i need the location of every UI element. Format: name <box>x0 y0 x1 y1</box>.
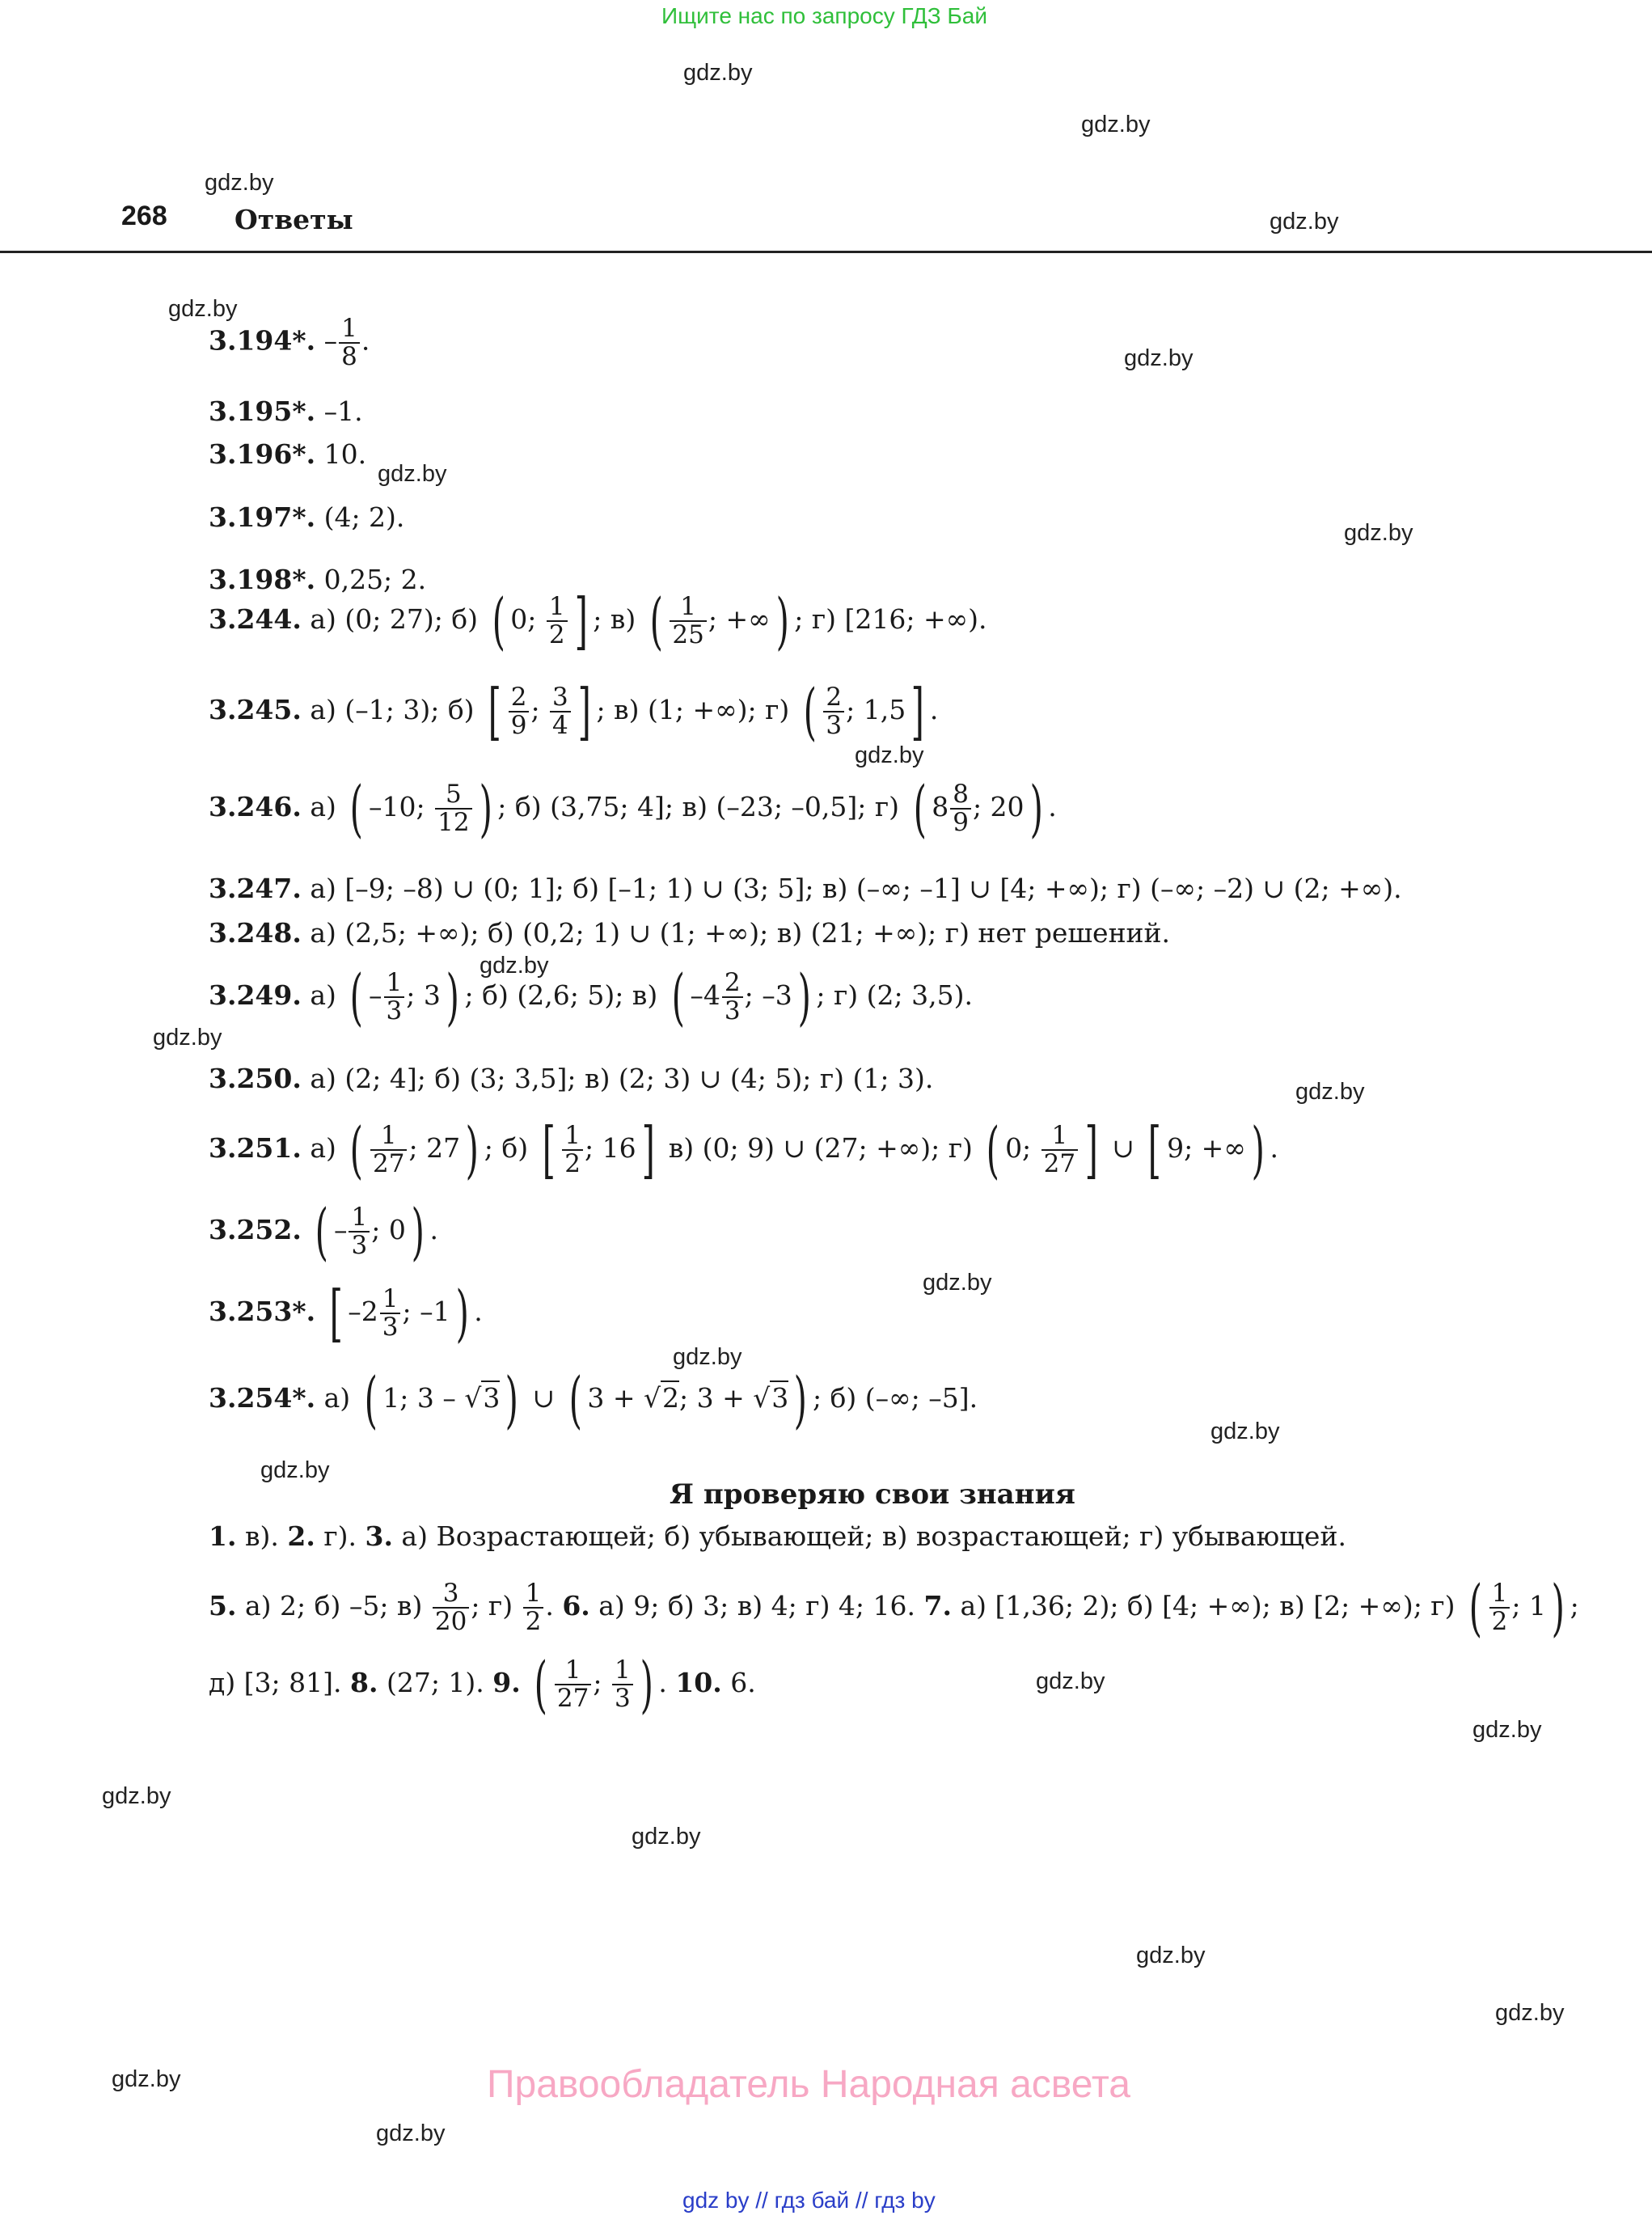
watermark: gdz.by <box>1495 2000 1565 2026</box>
answer-3-197: 3.197*. (4; 2). <box>209 501 405 533</box>
watermark: gdz.by <box>480 953 549 979</box>
watermark: gdz.by <box>673 1344 742 1370</box>
section-line-1: 1. в). 2. г). 3. а) Возрастающей; б) убывающей; в) возрастающей; г) убывающей. <box>209 1520 1346 1552</box>
watermark: gdz.by <box>153 1025 222 1051</box>
answer-3-195: 3.195*. –1. <box>209 395 363 427</box>
section-line-2: 5. а) 2; б) –5; в) $\frac{3}{20}$ ; г) $\frac{1}{2}$ . 6. а) 9; б) 3; в) 4; г) 4; 16. 7. а) [1,36; 2); б) [4; +∞); в) [2; +∞); г) ( $\frac{1}{2}$ ; 1) ; <box>209 1571 1579 1643</box>
watermark: gdz.by <box>112 2066 181 2092</box>
watermark: gdz.by <box>1270 209 1339 235</box>
answer-3-254: 3.254*. а) ( 1; 3 – √3) ∪ ( 3 + √2; 3 + √3) ; б) (–∞; –5]. <box>209 1364 978 1435</box>
answer-3-250: 3.250. а) (2; 4]; б) (3; 3,5]; в) (2; 3) ∪ (4; 5); г) (1; 3). <box>209 1063 934 1094</box>
watermark: gdz.by <box>168 296 238 322</box>
answer-3-252: 3.252. ( – $\frac{1}{3}$ ; 0) . <box>209 1195 438 1267</box>
answer-3-246: 3.246. а) ( –10; $\frac{5}{12}$ ) ; б) (3,75; 4]; в) (–23; –0,5]; г) ( 8 $\frac{8}{9}$ ; 20) . <box>209 772 1057 844</box>
footer-links[interactable]: gdz by // гдз бай // гдз by <box>682 2188 936 2213</box>
watermark: gdz.by <box>1136 1943 1206 1968</box>
watermark: gdz.by <box>1210 1419 1280 1444</box>
watermark: gdz.by <box>1081 112 1151 137</box>
copyright-notice: Правообладатель Народная асвета <box>487 2063 1130 2106</box>
watermark: gdz.by <box>1124 345 1194 371</box>
header-rule <box>0 251 1652 253</box>
watermark: gdz.by <box>1295 1079 1365 1105</box>
search-banner-link[interactable]: Ищите нас по запросу ГДЗ Бай <box>661 3 988 28</box>
watermark: gdz.by <box>260 1457 330 1483</box>
answer-3-249: 3.249. а) ( – $\frac{1}{3}$ ; 3) ; б) (2,6; 5); в) ( –4 $\frac{2}{3}$ ; –3) ; г) (2; 3,5). <box>209 961 973 1033</box>
watermark: gdz.by <box>102 1783 171 1809</box>
answer-3-196: 3.196*. 10. <box>209 438 367 470</box>
answer-3-194: 3.194*. – $\frac{1}{8}$ . <box>209 314 370 371</box>
answer-3-251: 3.251. а) ( $\frac{1}{27}$ ; 27) ; б) [ $\frac{1}{2}$ ; 16] в) (0; 9) ∪ (27; +∞); г) ( 0; $\frac{1}{27}$ ] ∪ [ 9; +∞) . <box>209 1114 1278 1186</box>
watermark: gdz.by <box>923 1270 992 1296</box>
answer-3-244: 3.244. а) (0; 27); б) ( 0; $\frac{1}{2}$ ] ; в) ( $\frac{1}{25}$ ; +∞) ; г) [216; +∞). <box>209 585 987 657</box>
page-number: 268 <box>121 201 167 231</box>
watermark: gdz.by <box>855 742 924 768</box>
answer-3-253: 3.253*. [ –2 $\frac{1}{3}$ ; –1) . <box>209 1277 483 1349</box>
watermark: gdz.by <box>683 60 753 86</box>
page-header-title: Ответы <box>234 204 353 235</box>
watermark: gdz.by <box>632 1824 701 1850</box>
section-line-3: д) [3; 81]. 8. (27; 1). 9. ( $\frac{1}{27}$ ; $\frac{1}{3}$ ) . 10. 6. <box>209 1648 756 1720</box>
watermark: gdz.by <box>1472 1717 1542 1743</box>
answer-3-247: 3.247. а) [–9; –8) ∪ (0; 1]; б) [–1; 1) ∪ (3; 5]; в) (–∞; –1] ∪ [4; +∞); г) (–∞; –2) ∪ (2; +∞). <box>209 873 1402 904</box>
watermark: gdz.by <box>1036 1668 1105 1694</box>
answer-3-245: 3.245. а) (–1; 3); б) [ $\frac{2}{9}$ ; $\frac{3}{4}$ ] ; в) (1; +∞); г) ( $\frac{2}{3}$ ; 1,5] . <box>209 675 939 747</box>
section-title: Я проверяю свои знания <box>670 1478 1075 1511</box>
watermark: gdz.by <box>1344 520 1413 546</box>
watermark: gdz.by <box>378 461 447 487</box>
watermark: gdz.by <box>205 170 274 196</box>
answer-3-248: 3.248. а) (2,5; +∞); б) (0,2; 1) ∪ (1; +∞); в) (21; +∞); г) нет решений. <box>209 917 1171 949</box>
watermark: gdz.by <box>376 2120 446 2146</box>
answer-3-198: 3.198*. 0,25; 2. <box>209 564 427 595</box>
